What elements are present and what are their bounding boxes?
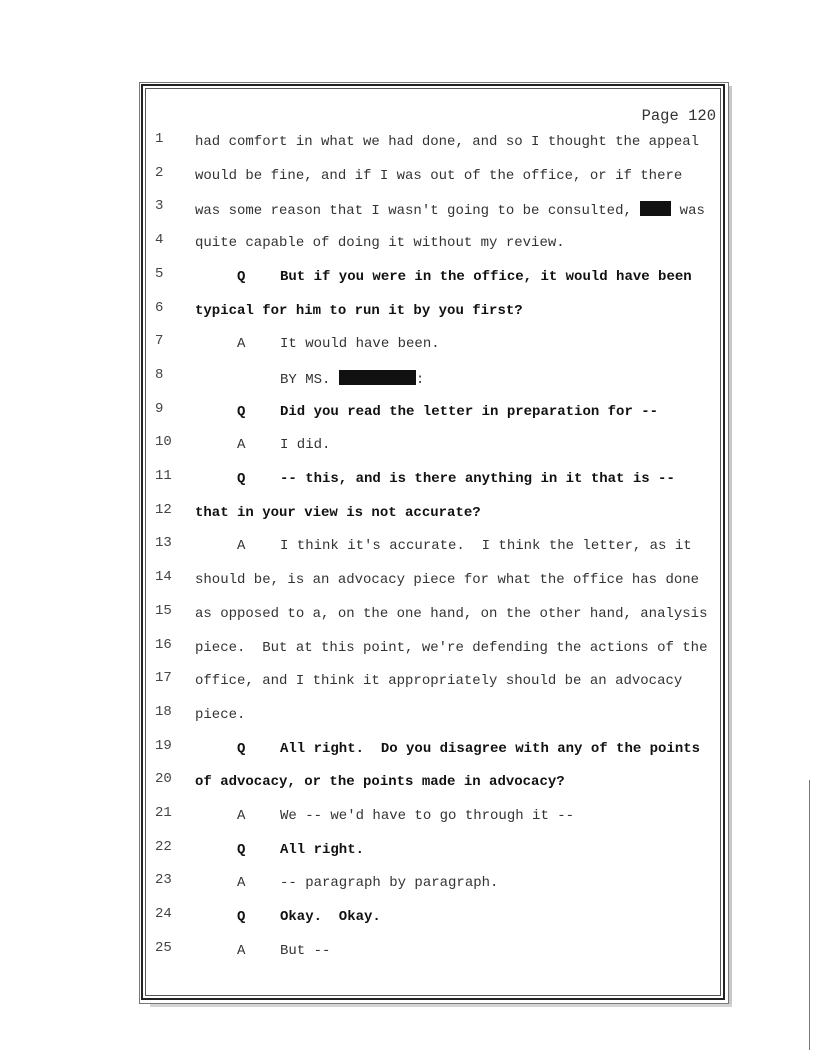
line-text: typical for him to run it by you first? <box>195 303 523 319</box>
line-text: of advocacy, or the points made in advocacy? <box>195 774 565 790</box>
line-text: as opposed to a, on the one hand, on the other hand, analysis <box>195 606 708 622</box>
line-text: I think it's accurate. I think the letter, as it <box>280 538 692 554</box>
line-text: Did you read the letter in preparation for -- <box>280 404 659 420</box>
line-number: 7 <box>155 333 164 349</box>
transcript-line <box>0 704 816 731</box>
line-number: 21 <box>155 805 172 821</box>
line-text: quite capable of doing it without my review. <box>195 235 565 251</box>
line-text: We -- we'd have to go through it -- <box>280 808 575 824</box>
transcript-line <box>0 603 816 630</box>
line-text: BY MS. : <box>280 372 425 388</box>
line-number: 1 <box>155 131 164 147</box>
speaker-label: Q <box>237 842 246 858</box>
transcript-line <box>0 165 816 192</box>
line-text: that in your view is not accurate? <box>195 505 481 521</box>
speaker-label: A <box>237 437 246 453</box>
line-text: All right. Do you disagree with any of the points <box>280 741 701 757</box>
line-text: piece. But at this point, we're defending the actions of the <box>195 640 708 656</box>
line-text: was some reason that I wasn't going to be consulted, was <box>195 203 705 219</box>
transcript-line <box>0 940 816 967</box>
line-number: 11 <box>155 468 172 484</box>
transcript-line <box>0 468 816 495</box>
line-text: had comfort in what we had done, and so I thought the appeal <box>195 134 700 150</box>
transcript-line <box>0 434 816 461</box>
transcript-line <box>0 198 816 225</box>
line-text: But -- <box>280 943 331 959</box>
transcript-line <box>0 569 816 596</box>
redaction-block <box>640 201 671 216</box>
transcript-line <box>0 872 816 899</box>
speaker-label: Q <box>237 404 246 420</box>
speaker-label: Q <box>237 269 246 285</box>
line-number: 9 <box>155 401 164 417</box>
line-text: office, and I think it appropriately should be an advocacy <box>195 673 683 689</box>
redaction-block <box>339 370 416 385</box>
line-number: 14 <box>155 569 172 585</box>
line-text: would be fine, and if I was out of the office, or if there <box>195 168 683 184</box>
line-number: 23 <box>155 872 172 888</box>
line-text: I did. <box>280 437 331 453</box>
line-text: piece. <box>195 707 246 723</box>
transcript-line <box>0 367 816 394</box>
transcript-line <box>0 839 816 866</box>
line-number: 4 <box>155 232 164 248</box>
line-number: 13 <box>155 535 172 551</box>
line-number: 19 <box>155 738 172 754</box>
line-number: 18 <box>155 704 172 720</box>
line-number: 20 <box>155 771 172 787</box>
speaker-label: A <box>237 538 246 554</box>
speaker-label: Q <box>237 909 246 925</box>
line-text: -- paragraph by paragraph. <box>280 875 499 891</box>
speaker-label: A <box>237 875 246 891</box>
page-number: Page 120 <box>641 107 716 125</box>
line-number: 25 <box>155 940 172 956</box>
transcript-line <box>0 131 816 158</box>
line-number: 5 <box>155 266 164 282</box>
transcript-line <box>0 805 816 832</box>
transcript-line <box>0 637 816 664</box>
transcript-line <box>0 738 816 765</box>
speaker-label: Q <box>237 471 246 487</box>
line-number: 8 <box>155 367 164 383</box>
frame-shadow-bottom <box>150 1004 732 1007</box>
transcript-line <box>0 502 816 529</box>
line-number: 22 <box>155 839 172 855</box>
line-text: But if you were in the office, it would have been <box>280 269 692 285</box>
line-number: 2 <box>155 165 164 181</box>
line-text: All right. <box>280 842 365 858</box>
line-number: 3 <box>155 198 164 214</box>
line-text: should be, is an advocacy piece for what the office has done <box>195 572 700 588</box>
line-number: 24 <box>155 906 172 922</box>
transcript-line <box>0 333 816 360</box>
line-number: 16 <box>155 637 172 653</box>
line-number: 6 <box>155 300 164 316</box>
transcript-line <box>0 300 816 327</box>
line-text: It would have been. <box>280 336 440 352</box>
transcript-line <box>0 906 816 933</box>
transcript-line <box>0 232 816 259</box>
speaker-label: A <box>237 943 246 959</box>
line-number: 10 <box>155 434 172 450</box>
speaker-label: A <box>237 808 246 824</box>
line-number: 17 <box>155 670 172 686</box>
transcript-line <box>0 401 816 428</box>
transcript-line <box>0 670 816 697</box>
transcript-line <box>0 266 816 293</box>
speaker-label: Q <box>237 741 246 757</box>
line-text: -- this, and is there anything in it that is -- <box>280 471 675 487</box>
line-number: 15 <box>155 603 172 619</box>
speaker-label: A <box>237 336 246 352</box>
line-text: Okay. Okay. <box>280 909 381 925</box>
transcript-line <box>0 535 816 562</box>
transcript-line <box>0 771 816 798</box>
line-number: 12 <box>155 502 172 518</box>
